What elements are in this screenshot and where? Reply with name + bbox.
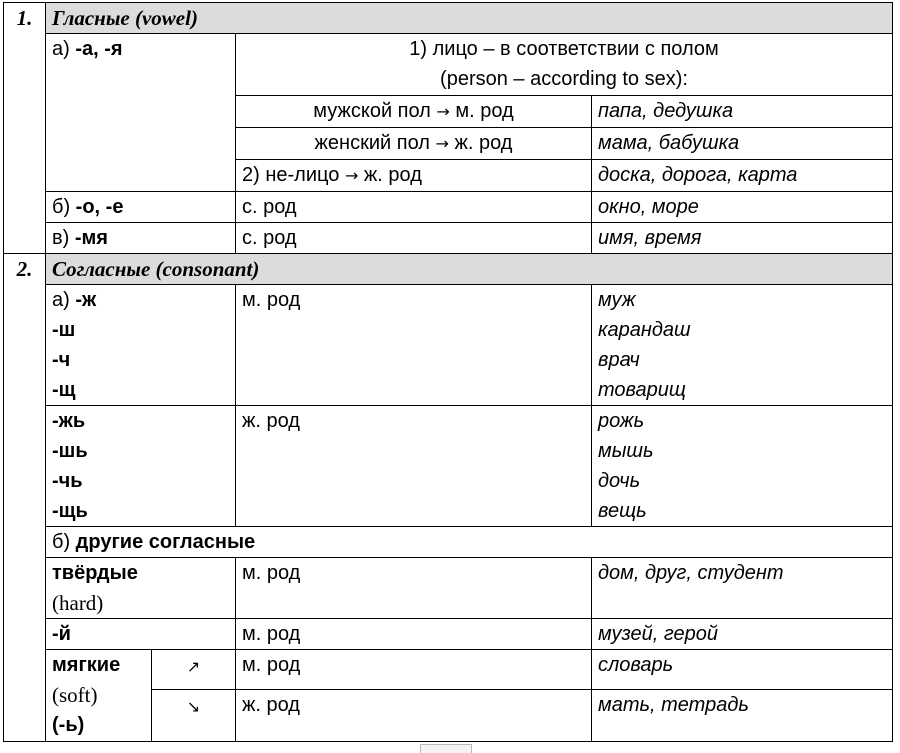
ending-ch-soft: -чь [52, 470, 83, 492]
other-consonants-text: другие согласные [75, 531, 256, 553]
example-tovarishch: товарищ [598, 379, 686, 401]
fem-person-left: женский пол [314, 132, 430, 154]
fem-person-gender: ж. род [454, 132, 513, 154]
section1-row-v [4, 223, 893, 254]
nonperson-rule [236, 160, 592, 192]
arrow-up-right-icon: ↗ [186, 657, 201, 676]
hard-name: твёрдые [52, 562, 138, 584]
soft-arrow-up-cell [152, 650, 236, 690]
hard-gloss: (hard) [52, 591, 104, 615]
hard-sibilants-examples [592, 285, 893, 406]
row-b-examples: окно, море [592, 192, 893, 223]
ending-shch-soft: -щь [52, 500, 88, 522]
person-rule-line2: (person – according to sex): [440, 68, 688, 90]
example-doch: дочь [598, 470, 641, 492]
nonperson-gender: ж. род [363, 164, 422, 186]
section1-number: 1. [4, 3, 46, 254]
section1-row-b [4, 192, 893, 223]
right-arrow-icon: → [435, 134, 449, 153]
example-vrach: врач [598, 349, 640, 371]
row-v-ending: -мя [74, 227, 108, 249]
soft-masc-row [4, 650, 893, 690]
soft-sibilants-row [4, 406, 893, 527]
group-a-prefix: а) [52, 289, 76, 311]
soft-sibilants-examples [592, 406, 893, 527]
person-rule-cell [236, 34, 893, 96]
soft-masc-examples: словарь [592, 650, 893, 690]
example-muzh: муж [598, 289, 636, 311]
masc-person-left: мужской пол [313, 100, 431, 122]
ending-sh: -ш [52, 319, 76, 341]
right-arrow-icon: → [344, 166, 359, 185]
fem-person-examples: мама, бабушка [592, 128, 893, 160]
other-consonants-title [46, 527, 893, 558]
ending-ch: -ч [52, 349, 71, 371]
nonperson-left: 2) не-лицо [242, 164, 340, 186]
hard-examples: дом, друг, студент [592, 558, 893, 619]
hard-gender: м. род [236, 558, 592, 619]
example-rozh: рожь [598, 410, 645, 432]
row-a-ending: -а, -я [75, 38, 123, 60]
soft-fem-gender: ж. род [236, 690, 592, 742]
hard-sibilants-row [4, 285, 893, 406]
soft-label [46, 650, 152, 742]
hard-sibilants-gender: м. род [236, 285, 592, 406]
section1-title: Гласные (vowel) [46, 3, 893, 34]
ending-sh-soft: -шь [52, 440, 88, 462]
example-mysh: мышь [598, 440, 654, 462]
section1-row-a [4, 34, 893, 96]
yot-ending: -й [46, 619, 236, 650]
example-karandash: карандаш [598, 319, 691, 341]
section2-number: 2. [4, 254, 46, 742]
soft-fem-examples: мать, тетрадь [592, 690, 893, 742]
row-b-gender: с. род [236, 192, 592, 223]
group-b-prefix: б) [52, 531, 76, 553]
soft-sibilants-gender: ж. род [236, 406, 592, 527]
soft-ending: (-ь) [52, 714, 85, 736]
gender-rules-table [3, 2, 893, 742]
row-b-ending: -о, -е [75, 196, 124, 218]
ending-zh-text: -ж [75, 289, 97, 311]
soft-sibilants-endings [46, 406, 236, 527]
right-arrow-icon: → [436, 102, 450, 121]
row-a-label [46, 34, 236, 192]
masc-person-rule [236, 96, 592, 128]
arrow-down-right-icon: ↘ [186, 697, 201, 716]
masc-person-gender: м. род [455, 100, 514, 122]
example-veshch: вещь [598, 500, 647, 522]
person-rule-line1: 1) лицо – в соответствии с полом [409, 38, 719, 60]
yot-gender: м. род [236, 619, 592, 650]
section1-heading-row [4, 3, 893, 34]
ending-zh-soft: -жь [52, 410, 86, 432]
row-a-prefix: а) [52, 38, 76, 60]
yot-examples: музей, герой [592, 619, 893, 650]
fem-person-rule [236, 128, 592, 160]
row-v-prefix: в) [52, 227, 75, 249]
yot-row [4, 619, 893, 650]
hard-label [46, 558, 236, 619]
soft-arrow-down-cell [152, 690, 236, 742]
section2-heading-row [4, 254, 893, 285]
row-v-examples: имя, время [592, 223, 893, 254]
other-consonants-row [4, 527, 893, 558]
row-b-prefix: б) [52, 196, 76, 218]
hard-row [4, 558, 893, 619]
nonperson-examples: доска, дорога, карта [592, 160, 893, 192]
section2-title: Согласные (consonant) [46, 254, 893, 285]
soft-masc-gender: м. род [236, 650, 592, 690]
ending-zh [52, 285, 229, 315]
row-v-label [46, 223, 236, 254]
hard-sibilants-endings [46, 285, 236, 406]
row-b-label [46, 192, 236, 223]
row-v-gender: с. род [236, 223, 592, 254]
masc-person-examples: папа, дедушка [592, 96, 893, 128]
soft-name: мягкие [52, 654, 121, 676]
ending-shch: -щ [52, 379, 76, 401]
soft-gloss: (soft) [52, 683, 98, 707]
